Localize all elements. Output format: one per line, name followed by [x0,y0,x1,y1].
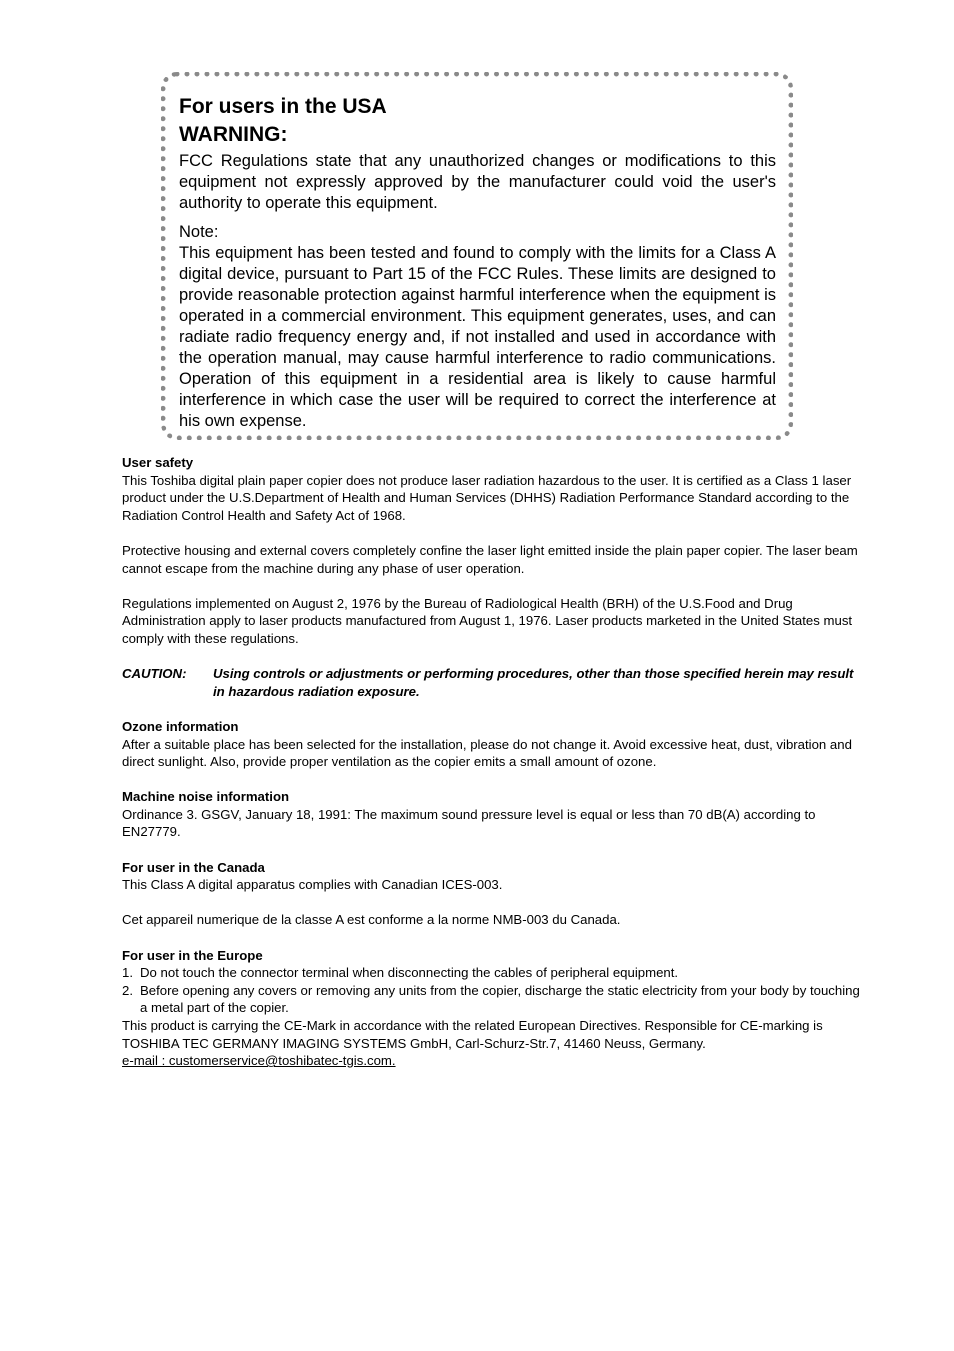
canada-text-en: This Class A digital apparatus complies with Canadian ICES-003. [122,877,503,893]
list-item [122,982,864,1017]
list-item [122,964,864,982]
canada-text-fr: Cet appareil numerique de la classe A est conforme a la norme NMB-003 du Canada. [122,912,621,928]
europe-heading: For user in the Europe [122,947,263,963]
list-item-text: Do not touch the connector terminal when disconnecting the cables of peripheral equipment. [140,965,679,981]
fcc-note-text: This equipment has been tested and found to comply with the limits for a Class A digital device, pursuant to Part 15 of the FCC Rules. These limits are designed to provide reasonable protection against harmful interference when the equipment is operated in a commercial environment. This equipment generates, uses, and can radiate radio frequency energy and, if not installed and used in accordance with the operation manual, may cause harmful interference to radio communications. Operation of this equipment in a residential area is likely to cause harmful interference in which case the user will be required to correct the interference at his own expense. [179,244,776,430]
note-label: Note: [179,223,219,241]
ozone-text: After a suitable place has been selected for the installation, please do not change it. Avoid excessive heat, dust, vibration and direct sunlight. Also, provide proper ventilation as the copier emits a small amount of ozone. [122,736,852,770]
user-safety-para-2: Protective housing and external covers completely confine the laser light emitted inside the plain paper copier. The laser beam cannot escape from the machine during any phase of user operation. [122,542,858,576]
ce-mark-text: This product is carrying the CE-Mark in accordance with the related European Directives. Responsible for CE-marking is TOSHIBA TEC GERMANY IMAGING SYSTEMS GmbH, Carl-Schurz-Str.7, 41460 Neuss, Germany. [122,1018,823,1051]
user-safety-para-1: This Toshiba digital plain paper copier does not produce laser radiation hazardous to the user. It is certified as a Class 1 laser product under the U.S.Department of Health and Human Services (DHHS) Radiation Performance Standard according to the Radiation Control Health and Safety Act of 1968. [122,472,852,523]
user-safety-para-3: Regulations implemented on August 2, 1976 by the Bureau of Radiological Health (BRH) of the U.S.Food and Drug Administration apply to laser products manufactured from August 1, 1976. Laser products marketed in the United States must comply with these regulations. [122,595,853,646]
email-link[interactable]: e-mail : customerservice@toshibatec-tgis.com. [122,1053,396,1069]
noise-heading: Machine noise information [122,789,290,805]
fcc-warning-text: FCC Regulations state that any unauthorized changes or modifications to this equipment not expressly approved by the manufacturer could void the user's authority to operate this equipment. [179,152,776,212]
warning-label: WARNING: [179,123,288,146]
list-item-number: 2. [122,982,133,998]
caution-block [122,665,864,700]
noise-text: Ordinance 3. GSGV, January 18, 1991: The maximum sound pressure level is equal or less than 70 dB(A) according to EN27779. [122,806,816,840]
canada-heading: For user in the Canada [122,859,265,875]
user-safety-heading: User safety [122,455,194,470]
caution-label: CAUTION: [122,666,187,682]
list-item-text: Before opening any covers or removing any units from the copier, discharge the static electricity from your body by touching a metal part of the copier. [140,982,860,1016]
document-body [122,454,864,1070]
usa-warning-box [161,72,793,440]
ozone-heading: Ozone information [122,718,239,734]
caution-text: Using controls or adjustments or performing procedures, other than those specified herein may result in hazardous radiation exposure. [213,666,854,699]
usa-title: For users in the USA [179,95,387,118]
list-item-number: 1. [122,965,133,981]
